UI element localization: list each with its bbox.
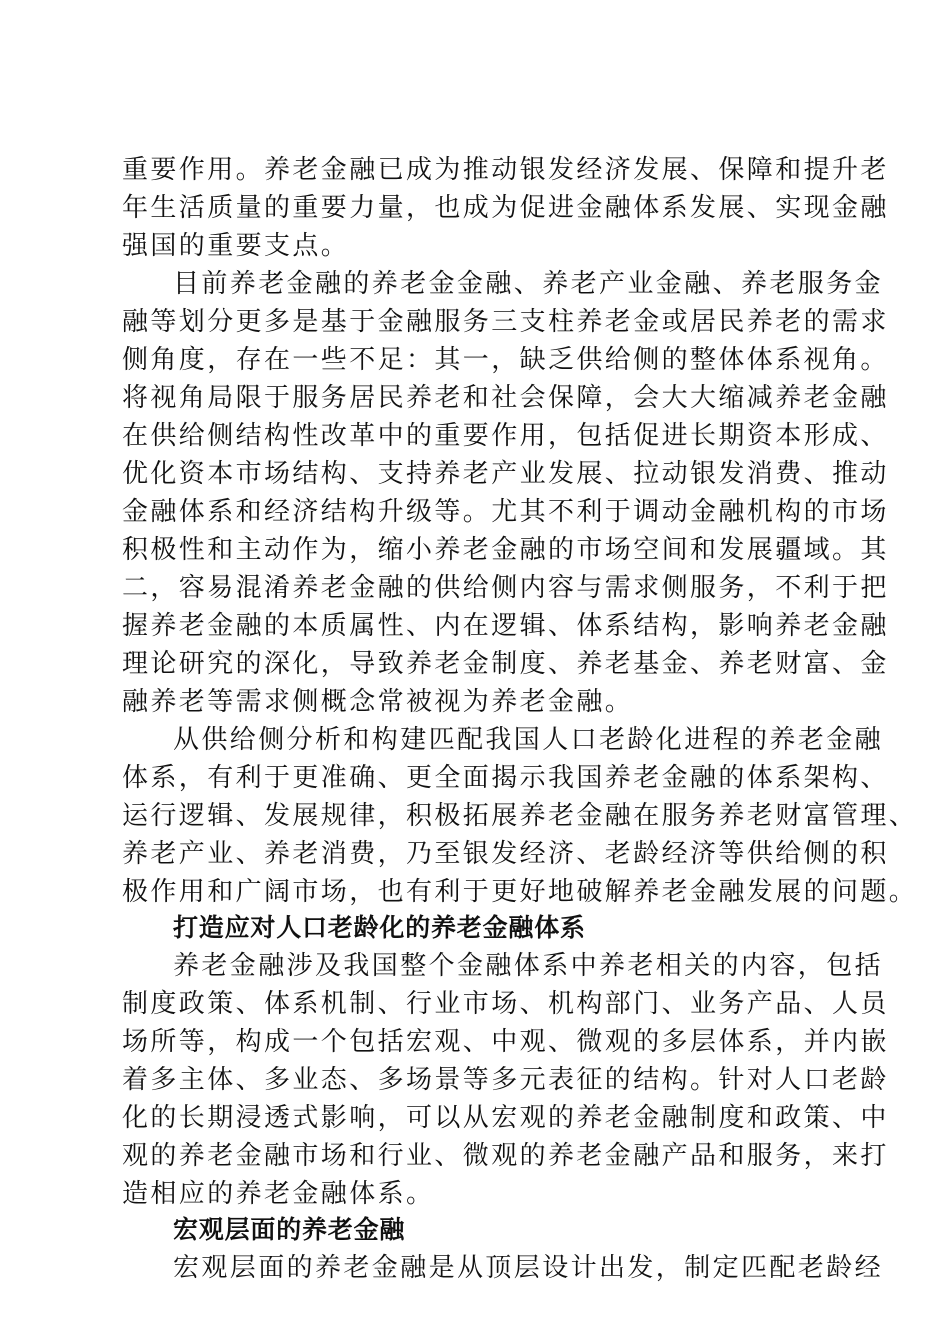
paragraph-first-line: 目前养老金融的养老金金融、养老产业金融、养老服务金: [173, 269, 884, 299]
paragraph-first-line: 宏观层面的养老金融是从顶层设计出发，制定匹配老龄经: [173, 1253, 884, 1283]
paragraph-line: 强国的重要支点。: [122, 231, 350, 261]
paragraph-line: 积极性和主动作为，缩小养老金融的市场空间和发展疆域。其: [122, 535, 889, 565]
paragraph-line: 融养老等需求侧概念常被视为养老金融。: [122, 687, 634, 717]
paragraph-line: 养老产业、养老消费，乃至银发经济、老龄经济等供给侧的积: [122, 839, 889, 869]
paragraph-line: 重要作用。养老金融已成为推动银发经济发展、保障和提升老: [122, 155, 889, 185]
paragraph-line: 握养老金融的本质属性、内在逻辑、体系结构，影响养老金融: [122, 611, 889, 641]
paragraph-line: 观的养老金融市场和行业、微观的养老金融产品和服务，来打: [122, 1141, 889, 1171]
paragraph-line: 极作用和广阔市场，也有利于更好地破解养老金融发展的问题。: [122, 877, 918, 907]
paragraph-line: 运行逻辑、发展规律，积极拓展养老金融在服务养老财富管理、: [122, 801, 918, 831]
paragraph-line: 侧角度，存在一些不足：其一，缺乏供给侧的整体体系视角。: [122, 345, 889, 375]
paragraph-line: 将视角局限于服务居民养老和社会保障，会大大缩减养老金融: [122, 383, 889, 413]
paragraph-line: 制度政策、体系机制、行业市场、机构部门、业务产品、人员: [122, 989, 889, 1019]
paragraph-line: 二，容易混淆养老金融的供给侧内容与需求侧服务，不利于把: [122, 573, 889, 603]
paragraph-first-line: 养老金融涉及我国整个金融体系中养老相关的内容，包括: [173, 951, 884, 981]
paragraph-line: 造相应的养老金融体系。: [122, 1179, 435, 1209]
paragraph-line: 场所等，构成一个包括宏观、中观、微观的多层体系，并内嵌: [122, 1027, 889, 1057]
paragraph-line: 年生活质量的重要力量，也成为促进金融体系发展、实现金融: [122, 193, 889, 223]
section-heading: 打造应对人口老龄化的养老金融体系: [173, 913, 586, 942]
paragraph-line: 优化资本市场结构、支持养老产业发展、拉动银发消费、推动: [122, 459, 889, 489]
paragraph-line: 体系，有利于更准确、更全面揭示我国养老金融的体系架构、: [122, 763, 889, 793]
paragraph-line: 融等划分更多是基于金融服务三支柱养老金或居民养老的需求: [122, 307, 889, 337]
paragraph-line: 着多主体、多业态、多场景等多元表征的结构。针对人口老龄: [122, 1065, 889, 1095]
section-heading: 宏观层面的养老金融: [173, 1215, 406, 1244]
paragraph-line: 理论研究的深化，导致养老金制度、养老基金、养老财富、金: [122, 649, 889, 679]
paragraph-line: 金融体系和经济结构升级等。尤其不利于调动金融机构的市场: [122, 497, 889, 527]
paragraph-line: 化的长期浸透式影响，可以从宏观的养老金融制度和政策、中: [122, 1103, 889, 1133]
paragraph-line: 在供给侧结构性改革中的重要作用，包括促进长期资本形成、: [122, 421, 889, 451]
paragraph-first-line: 从供给侧分析和构建匹配我国人口老龄化进程的养老金融: [173, 725, 884, 755]
